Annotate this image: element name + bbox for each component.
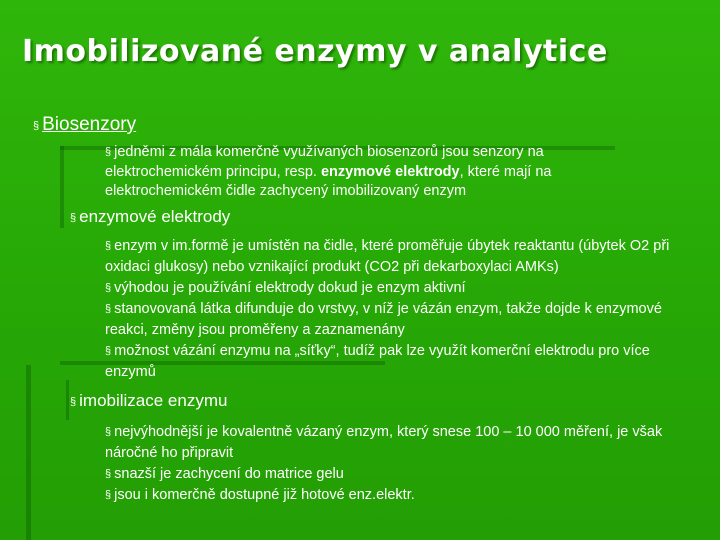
bullet-enzymove-elektrody (70, 207, 230, 227)
list-item (105, 236, 690, 278)
enzymove-elektrody-list (105, 236, 690, 383)
decorative-line (26, 365, 31, 540)
bullet-icon: § (105, 303, 112, 315)
biosenzory-text-2: , které mají na elektrochemickém čidle zachycený imobilizovaný enzym (105, 163, 552, 199)
list-item-text: snazší je zachycení do matrice gelu (114, 466, 344, 482)
imobilizace-enzymu-heading: imobilizace enzymu (79, 391, 228, 410)
bullet-icon: § (33, 120, 40, 132)
decorative-line (60, 146, 64, 228)
bullet-icon: § (105, 489, 112, 501)
biosenzory-text-1: jedněmi z mála komerčně využívaných biosenzorů jsou senzory na elektrochemickém principu, resp. (105, 144, 544, 180)
list-item-text: možnost vázání enzymu na „síťky“, tudíž pak lze využít komerční elektrodu pro více enzymů (105, 343, 650, 380)
biosenzory-bold: enzymové elektrody (320, 163, 460, 180)
list-item (105, 422, 695, 464)
biosenzory-heading: Biosenzory (42, 114, 137, 135)
bullet-icon: § (105, 282, 112, 294)
list-item-text: jsou i komerčně dostupné již hotové enz.elektr. (114, 487, 415, 503)
biosenzory-paragraph (105, 143, 625, 202)
bullet-icon: § (105, 345, 112, 357)
imobilizace-enzymu-list (105, 422, 695, 506)
list-item-text: výhodou je používání elektrody dokud je enzym aktivní (114, 280, 466, 296)
list-item (105, 299, 690, 341)
slide-title: Imobilizované enzymy v analytice (22, 34, 608, 69)
bullet-icon: § (70, 212, 77, 224)
list-item-text: stanovovaná látka difunduje do vrstvy, v níž je vázán enzym, takže dojde k enzymové reakci, změny jsou proměřeny a zaznamenány (105, 301, 662, 338)
list-item (105, 341, 690, 383)
list-item-text: enzym v im.formě je umístěn na čidle, které proměřuje úbytek reaktantu (úbytek O2 při oxidaci glukosy) nebo vznikající produkt (CO2 při dekarboxylaci AMKs) (105, 238, 670, 275)
bullet-icon: § (105, 468, 112, 480)
bullet-biosenzory (33, 114, 136, 136)
list-item (105, 464, 695, 485)
list-item-text: nejvýhodnější je kovalentně vázaný enzym, který snese 100 – 10 000 měření, je však náročné ho připravit (105, 424, 663, 461)
enzymove-elektrody-heading: enzymové elektrody (79, 207, 231, 226)
bullet-icon: § (70, 396, 77, 408)
list-item (105, 278, 690, 299)
bullet-icon: § (105, 146, 112, 158)
bullet-imobilizace-enzymu (70, 391, 227, 411)
bullet-icon: § (105, 426, 112, 438)
bullet-icon: § (105, 240, 112, 252)
list-item (105, 485, 695, 506)
decorative-line (66, 380, 69, 420)
